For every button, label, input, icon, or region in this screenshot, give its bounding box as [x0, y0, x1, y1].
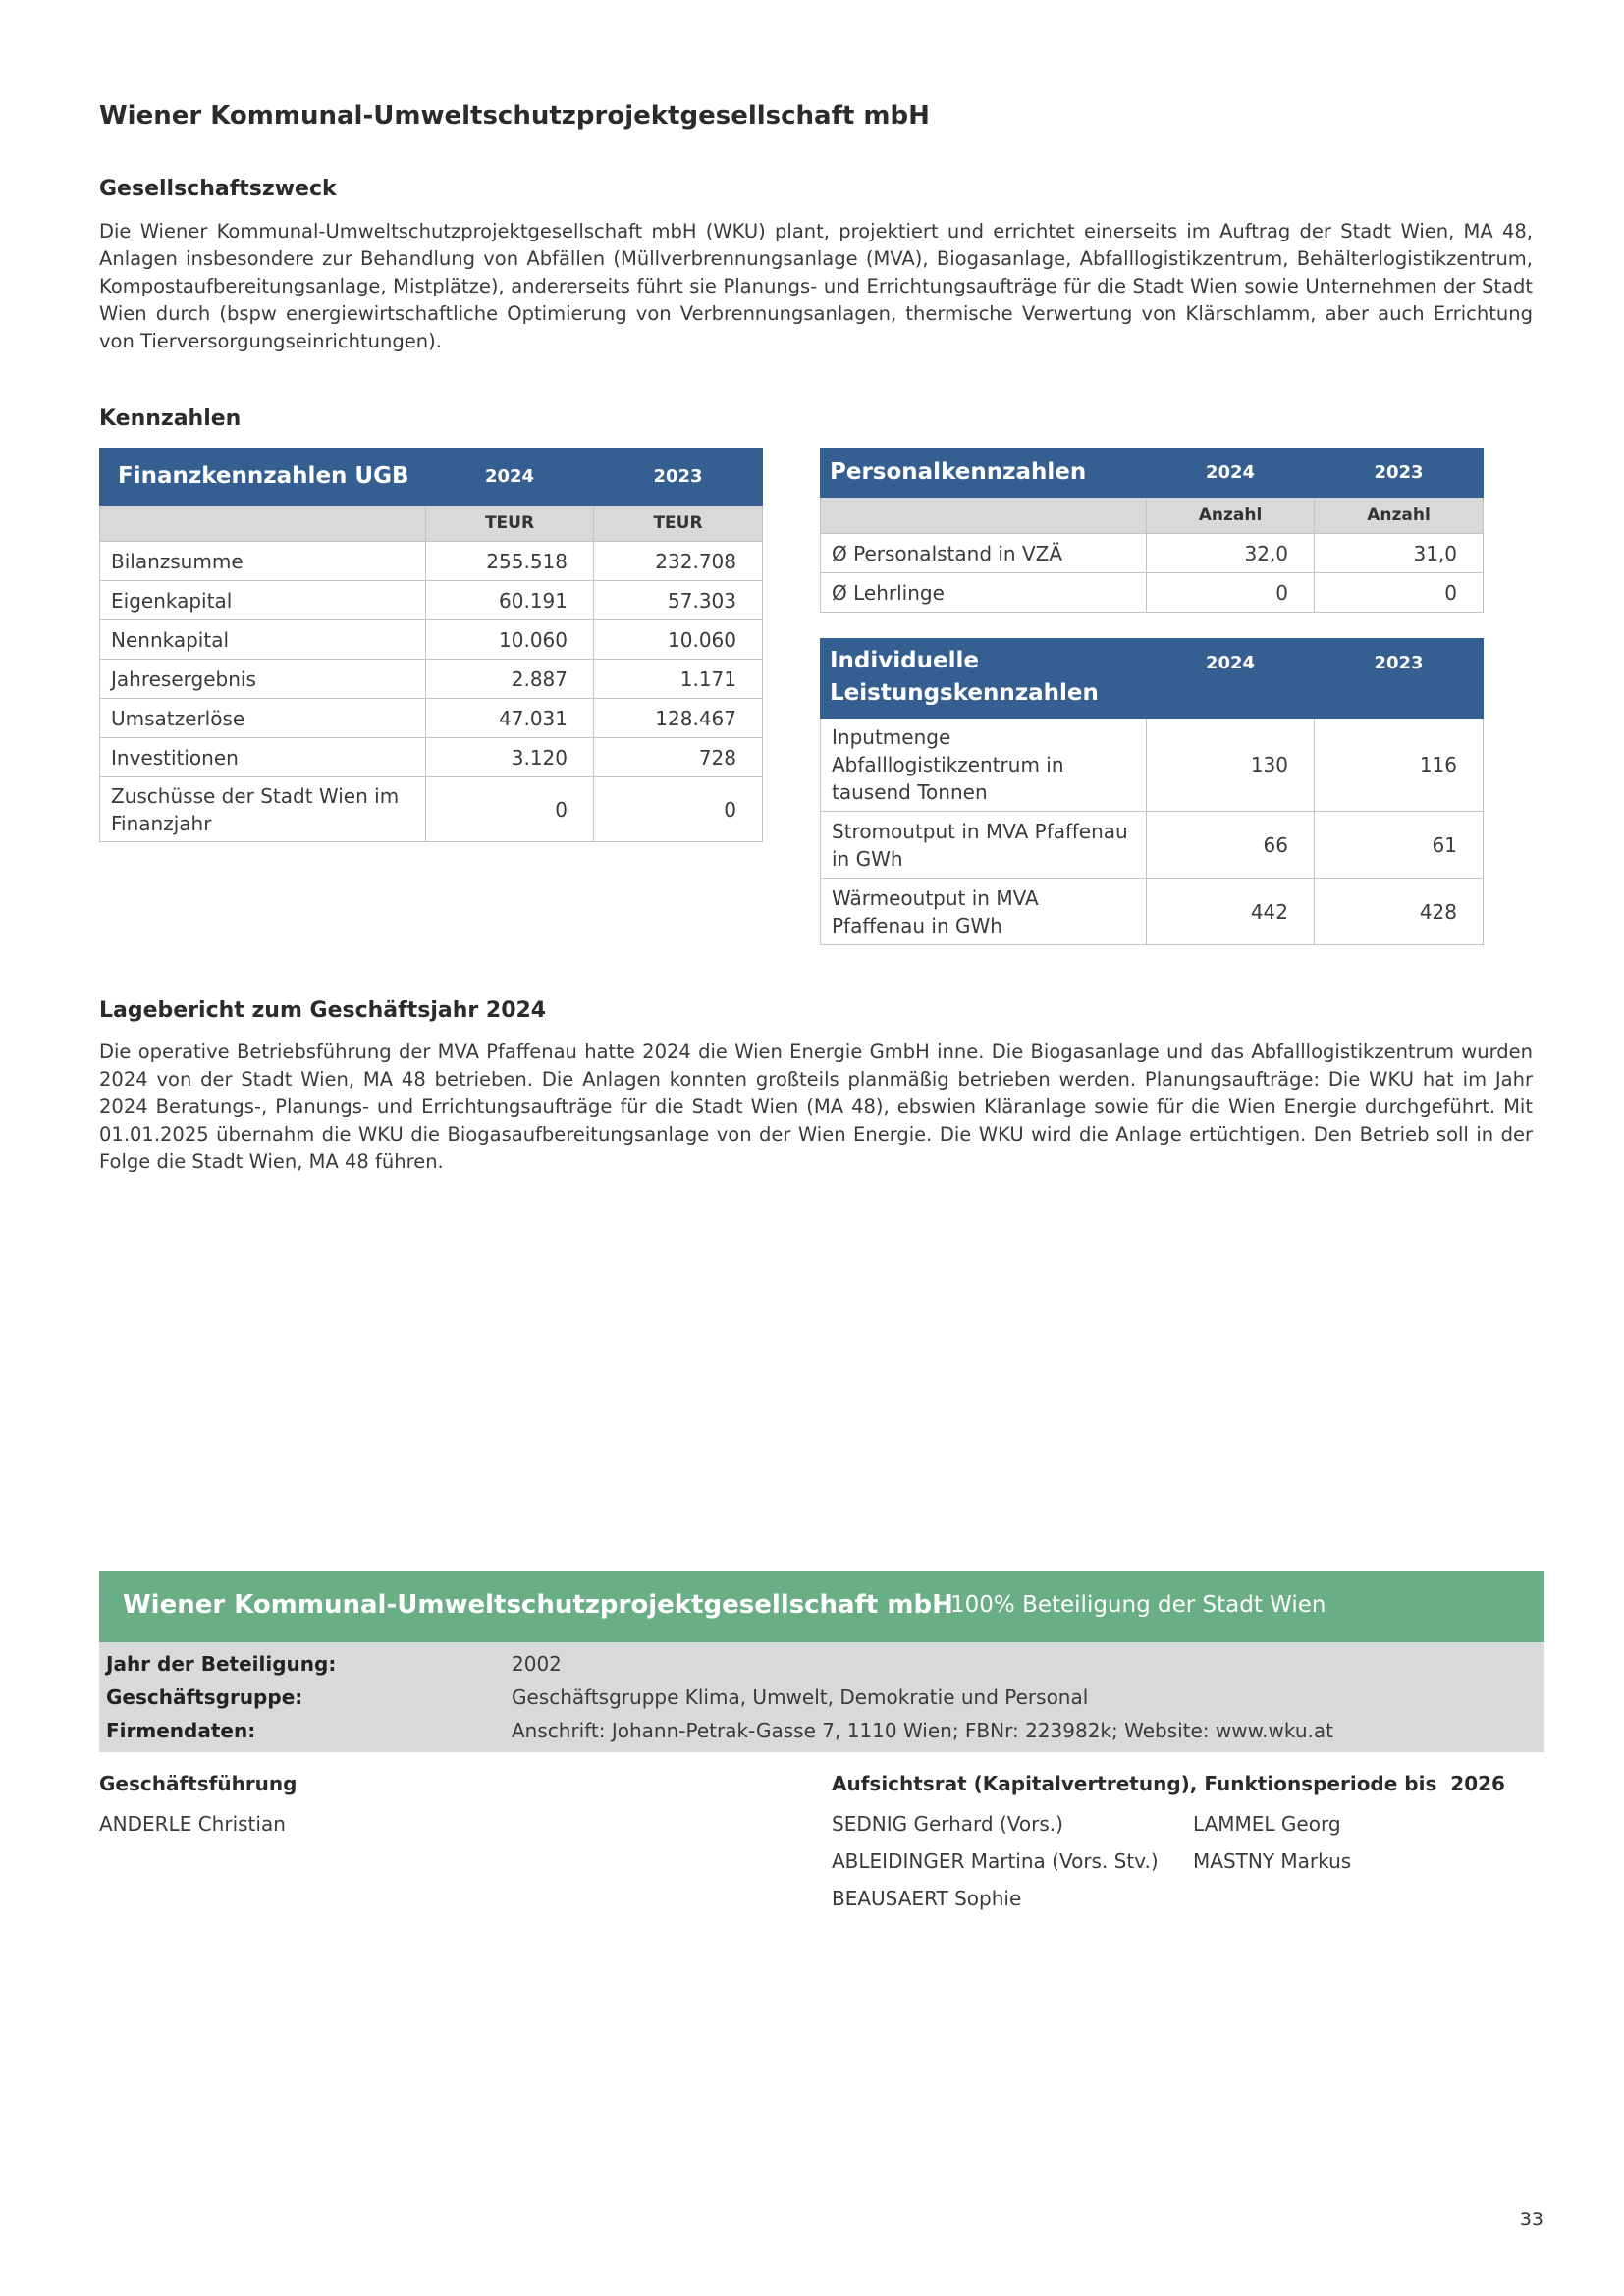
purpose-text: Die Wiener Kommunal-Umweltschutzprojektgesellschaft mbH (WKU) plant, projektiert und errichtet einerseits im Auftrag der Stadt Wien, MA 48, Anlagen insbesondere zur Behandlung von Abfällen (Müllverbrennungsanlage (MVA), Biogasanlage, Abfalllogistikzentrum, Behälterlogistikzentrum, Kompostaufbereitungsanlage, Mistplätze), andererseits führt sie Planungs- und Errichtungsaufträge für die Stadt Wien sowie Unternehmen der Stadt Wien durch (bspw energiewirtschaftliche Optimierung von Verbrennungsanlagen, thermische Verwertung von Klärschlamm, aber auch Errichtung von Tierversorgungseinrichtungen). [99, 220, 1533, 352]
row-label: Jahresergebnis [100, 660, 426, 699]
row-label: Bilanzsumme [100, 542, 426, 581]
board-member: BEAUSAERT Sophie [832, 1887, 1022, 1910]
row-value-2023: 728 [594, 738, 763, 777]
finanz-title: Finanzkennzahlen UGB [100, 449, 426, 506]
page-title: Wiener Kommunal-Umweltschutzprojektgesellschaft mbH [99, 101, 930, 131]
table-row [100, 738, 763, 777]
row-value-2024: 3.120 [426, 738, 594, 777]
table-row [100, 581, 763, 620]
kennzahlen-heading: Kennzahlen [99, 406, 242, 431]
row-label: Nennkapital [100, 620, 426, 660]
finanz-unit-2024: TEUR [426, 506, 594, 542]
finanz-unit-blank [100, 506, 426, 542]
board-member: ABLEIDINGER Martina (Vors. Stv.) [832, 1849, 1159, 1873]
lagebericht-heading: Lagebericht zum Geschäftsjahr 2024 [99, 998, 547, 1023]
row-value-2023: 0 [1315, 573, 1484, 613]
table-row [821, 879, 1484, 945]
row-value-2023: 10.060 [594, 620, 763, 660]
row-value-2023: 428 [1315, 879, 1484, 945]
leistung-year-2023: 2023 [1315, 639, 1484, 719]
beteiligung-company: Wiener Kommunal-Umweltschutzprojektgesellschaft mbH [123, 1590, 953, 1620]
table-row [821, 573, 1484, 613]
table-row [100, 620, 763, 660]
personal-table [820, 448, 1484, 613]
jahr-label: Jahr der Beteiligung: [106, 1652, 337, 1676]
board-member: MASTNY Markus [1193, 1849, 1352, 1873]
row-value-2024: 66 [1147, 812, 1315, 879]
personal-unit-blank [821, 498, 1147, 534]
table-row [100, 660, 763, 699]
row-label: Wärmeoutput in MVA Pfaffenau in GWh [821, 879, 1147, 945]
row-label: Stromoutput in MVA Pfaffenau in GWh [821, 812, 1147, 879]
finanz-year-2023: 2023 [594, 449, 763, 506]
personal-unit-2023: Anzahl [1315, 498, 1484, 534]
row-label: Ø Personalstand in VZÄ [821, 534, 1147, 573]
row-value-2024: 130 [1147, 719, 1315, 812]
row-value-2023: 128.467 [594, 699, 763, 738]
beteiligung-banner [99, 1571, 1544, 1642]
personal-title: Personalkennzahlen [821, 449, 1147, 498]
personal-unit-2024: Anzahl [1147, 498, 1315, 534]
personal-year-2023: 2023 [1315, 449, 1484, 498]
board-member: LAMMEL Georg [1193, 1812, 1341, 1836]
leistung-year-2024: 2024 [1147, 639, 1315, 719]
table-row [821, 534, 1484, 573]
management-heading: Geschäftsführung [99, 1772, 298, 1795]
row-label: Ø Lehrlinge [821, 573, 1147, 613]
table-row [821, 719, 1484, 812]
page-number: 33 [1519, 2209, 1543, 2230]
board-heading: Aufsichtsrat (Kapitalvertretung), Funktionsperiode bis 2026 [832, 1772, 1505, 1795]
firma-value: Anschrift: Johann-Petrak-Gasse 7, 1110 Wien; FBNr: 223982k; Website: www.wku.at [512, 1719, 1333, 1742]
finanz-unit-2023: TEUR [594, 506, 763, 542]
row-value-2024: 32,0 [1147, 534, 1315, 573]
row-value-2023: 31,0 [1315, 534, 1484, 573]
row-value-2023: 232.708 [594, 542, 763, 581]
personal-year-2024: 2024 [1147, 449, 1315, 498]
row-value-2024: 60.191 [426, 581, 594, 620]
row-label: Umsatzerlöse [100, 699, 426, 738]
firma-label: Firmendaten: [106, 1719, 256, 1742]
lagebericht-text: Die operative Betriebsführung der MVA Pfaffenau hatte 2024 die Wien Energie GmbH inne. Die Biogasanlage und das Abfalllogistikzentrum wurden 2024 von der Stadt Wien, MA 48 betrieben. Die Anlagen konnten großteils planmäßig betrieben werden. Planungsaufträge: Die WKU hat im Jahr 2024 Beratungs-, Planungs- und Errichtungsaufträge für die Stadt Wien (MA 48), ebswien Kläranlage sowie für die Wien Energie durchgeführt. Mit 01.01.2025 übernahm die WKU die Biogasaufbereitungsanlage von der Wien Energie. Die WKU wird die Anlage ertüchtigen. Den Betrieb soll in der Folge die Stadt Wien, MA 48 führen. [99, 1041, 1533, 1173]
jahr-value: 2002 [512, 1652, 562, 1676]
beteiligung-details [99, 1642, 1544, 1752]
finanz-year-2024: 2024 [426, 449, 594, 506]
row-value-2024: 47.031 [426, 699, 594, 738]
row-value-2023: 61 [1315, 812, 1484, 879]
row-value-2024: 2.887 [426, 660, 594, 699]
row-label: Zuschüsse der Stadt Wien im Finanzjahr [100, 777, 426, 842]
row-value-2024: 0 [1147, 573, 1315, 613]
row-label: Inputmenge Abfalllogistikzentrum in tausend Tonnen [821, 719, 1147, 812]
gruppe-value: Geschäftsgruppe Klima, Umwelt, Demokratie und Personal [512, 1685, 1089, 1709]
table-row [100, 699, 763, 738]
finanz-table [99, 448, 763, 842]
row-value-2023: 116 [1315, 719, 1484, 812]
leistung-table [820, 638, 1484, 945]
table-row [100, 542, 763, 581]
row-value-2024: 442 [1147, 879, 1315, 945]
management-person: ANDERLE Christian [99, 1812, 286, 1836]
beteiligung-share: 100% Beteiligung der Stadt Wien [950, 1592, 1326, 1618]
table-row [100, 777, 763, 842]
table-row [821, 812, 1484, 879]
row-label: Eigenkapital [100, 581, 426, 620]
row-value-2024: 0 [426, 777, 594, 842]
row-value-2023: 1.171 [594, 660, 763, 699]
row-value-2024: 255.518 [426, 542, 594, 581]
board-member: SEDNIG Gerhard (Vors.) [832, 1812, 1063, 1836]
gruppe-label: Geschäftsgruppe: [106, 1685, 303, 1709]
purpose-heading: Gesellschaftszweck [99, 177, 337, 201]
row-value-2023: 57.303 [594, 581, 763, 620]
row-value-2024: 10.060 [426, 620, 594, 660]
row-value-2023: 0 [594, 777, 763, 842]
leistung-title: Individuelle Leistungskennzahlen [821, 639, 1147, 719]
row-label: Investitionen [100, 738, 426, 777]
